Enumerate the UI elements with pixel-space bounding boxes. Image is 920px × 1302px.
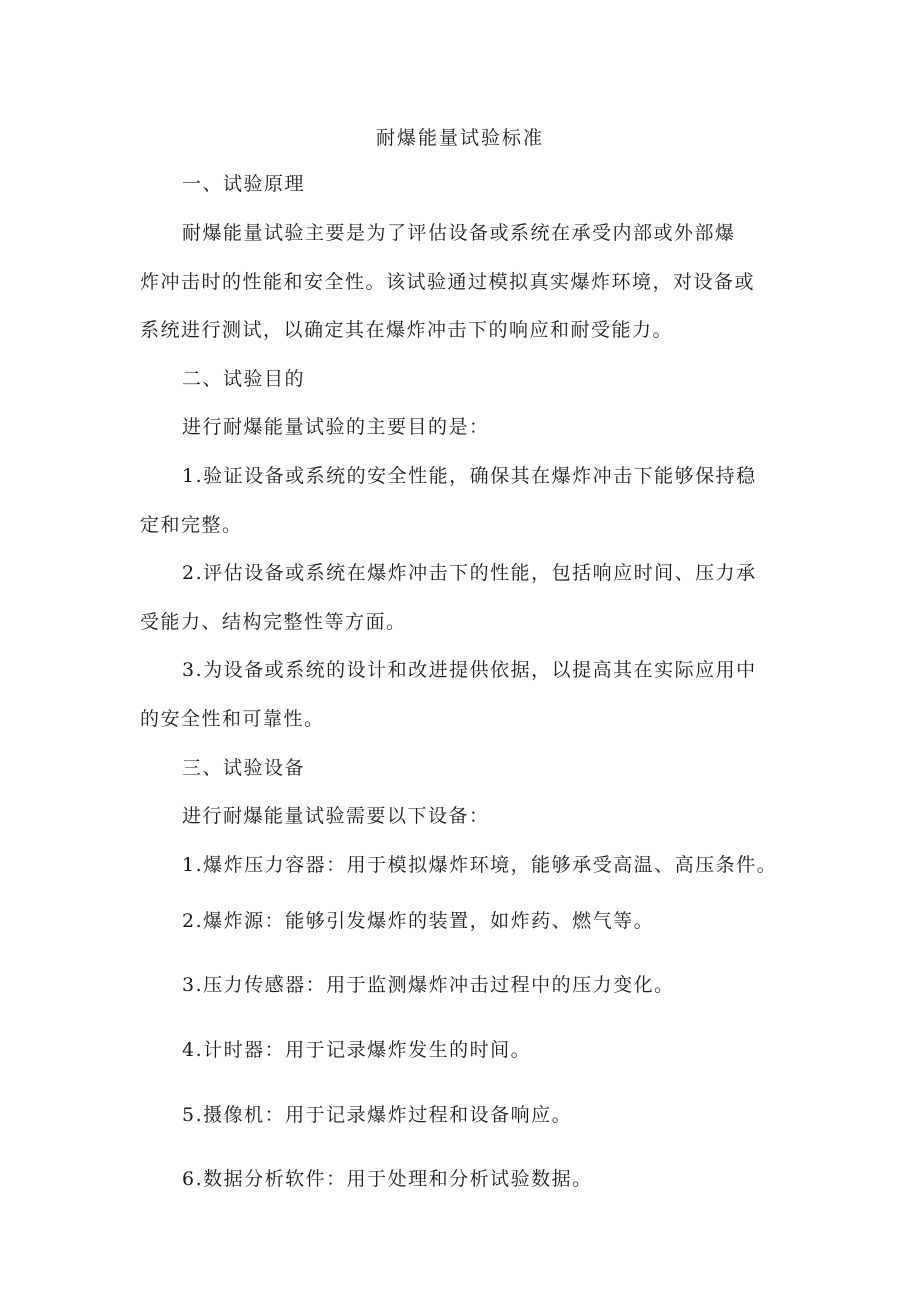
paragraph-line: 系统进行测试，以确定其在爆炸冲击下的响应和耐受能力。 — [140, 319, 674, 341]
section-heading-equipment: 三、试验设备 — [182, 757, 306, 779]
paragraph-line: 炸冲击时的性能和安全性。该试验通过模拟真实爆炸环境，对设备或 — [140, 271, 756, 293]
section-heading-purpose: 二、试验目的 — [182, 368, 306, 390]
purpose-item-1-cont: 定和完整。 — [140, 514, 243, 536]
equipment-item-6: 6.数据分析软件：用于处理和分析试验数据。 — [182, 1168, 593, 1190]
equipment-item-1: 1.爆炸压力容器：用于模拟爆炸环境，能够承受高温、高压条件。 — [182, 854, 778, 876]
document-title: 耐爆能量试验标准 — [375, 127, 544, 149]
paragraph-line: 耐爆能量试验主要是为了评估设备或系统在承受内部或外部爆 — [182, 222, 736, 244]
section-intro: 进行耐爆能量试验需要以下设备： — [182, 805, 490, 827]
purpose-item-3-cont: 的安全性和可靠性。 — [140, 708, 325, 730]
purpose-item-2-cont: 受能力、结构完整性等方面。 — [140, 611, 407, 633]
section-intro: 进行耐爆能量试验的主要目的是： — [182, 416, 490, 438]
purpose-item-2: 2.评估设备或系统在爆炸冲击下的性能，包括响应时间、压力承 — [182, 562, 757, 584]
equipment-item-2: 2.爆炸源：能够引发爆炸的装置，如炸药、燃气等。 — [182, 910, 655, 932]
purpose-item-1: 1.验证设备或系统的安全性能，确保其在爆炸冲击下能够保持稳 — [182, 465, 757, 487]
section-heading-principle: 一、试验原理 — [182, 173, 306, 195]
purpose-item-3: 3.为设备或系统的设计和改进提供依据，以提高其在实际应用中 — [182, 659, 757, 681]
equipment-item-5: 5.摄像机：用于记录爆炸过程和设备响应。 — [182, 1104, 573, 1126]
equipment-item-4: 4.计时器：用于记录爆炸发生的时间。 — [182, 1039, 532, 1061]
equipment-item-3: 3.压力传感器：用于监测爆炸冲击过程中的压力变化。 — [182, 974, 675, 996]
